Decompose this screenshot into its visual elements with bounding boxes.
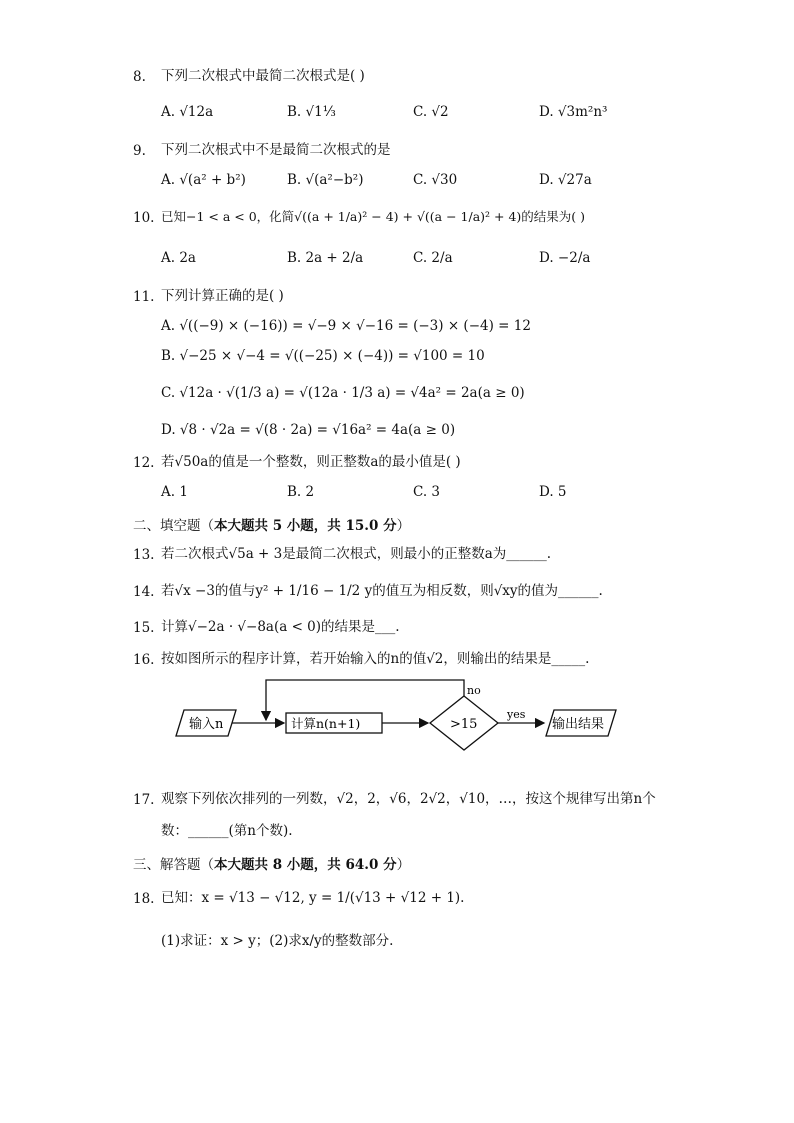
section-heading: 三、解答题（本大题共 8 小题，共 64.0 分） bbox=[133, 857, 411, 873]
option-a: A. √(a² + b²) bbox=[161, 172, 246, 188]
question-stem-cont: 数：______(第n个数). bbox=[161, 823, 293, 839]
option-a: A. 1 bbox=[161, 484, 188, 500]
calc-label: 计算n(n+1) bbox=[291, 716, 361, 731]
option-c: C. 3 bbox=[413, 484, 441, 500]
question-stem: 下列计算正确的是( ) bbox=[161, 288, 284, 304]
question-number: 8. bbox=[133, 69, 146, 85]
question-stem: 下列二次根式中不是最简二次根式的是 bbox=[161, 142, 391, 158]
option-d: D. −2/a bbox=[539, 250, 591, 266]
condition-label: >15 bbox=[450, 717, 478, 732]
yes-label: yes bbox=[507, 708, 526, 721]
question-number: 15. bbox=[133, 620, 155, 636]
question-stem: 观察下列依次排列的一列数，√2，2，√6，2√2，√10，…，按这个规律写出第n个 bbox=[161, 791, 656, 807]
question-stem: 若√x −3的值与y² + 1/16 − 1/2 y的值互为相反数，则√xy的值为______. bbox=[161, 583, 603, 599]
section-heading: 二、填空题（本大题共 5 小题，共 15.0 分） bbox=[133, 518, 411, 534]
question-number: 9. bbox=[133, 143, 146, 159]
input-label: 输入n bbox=[189, 717, 224, 732]
question-number: 13. bbox=[133, 547, 155, 563]
loop-arrow bbox=[266, 680, 464, 720]
option-b: B. √(a²−b²) bbox=[287, 172, 364, 188]
option-b: B. √1⅓ bbox=[287, 104, 336, 120]
option-c: C. √2 bbox=[413, 104, 449, 120]
question-number: 12. bbox=[133, 455, 155, 471]
option-b: B. 2 bbox=[287, 484, 315, 500]
option-c: C. 2/a bbox=[413, 250, 453, 266]
question-number: 10. bbox=[133, 210, 155, 226]
question-number: 16. bbox=[133, 652, 155, 668]
question-stem: 若√50a的值是一个整数，则正整数a的最小值是( ) bbox=[161, 454, 461, 470]
question-number: 18. bbox=[133, 891, 155, 907]
question-stem: 已知−1 < a < 0，化简√((a + 1/a)² − 4) + √((a − 1/a)² + 4)的结果为( ) bbox=[161, 209, 586, 224]
question-stem: 计算√−2a · √−8a(a < 0)的结果是___. bbox=[161, 619, 400, 635]
question-stem: 已知：x = √13 − √12, y = 1/(√13 + √12 + 1). bbox=[161, 890, 465, 906]
option-a: A. 2a bbox=[161, 250, 196, 266]
option-a: A. √((−9) × (−16)) = √−9 × √−16 = (−3) × (−4) = 12 bbox=[161, 318, 531, 334]
option-a: A. √12a bbox=[161, 104, 214, 120]
option-d: D. 5 bbox=[539, 484, 567, 500]
question-stem: 按如图所示的程序计算，若开始输入的n的值√2，则输出的结果是_____. bbox=[161, 651, 590, 667]
question-subparts: (1)求证：x > y；(2)求x/y的整数部分. bbox=[161, 933, 394, 949]
question-stem: 下列二次根式中最简二次根式是( ) bbox=[161, 68, 365, 84]
question-number: 11. bbox=[133, 289, 155, 305]
option-c: C. √30 bbox=[413, 172, 458, 188]
program-flowchart bbox=[170, 676, 630, 762]
option-b: B. √−25 × √−4 = √((−25) × (−4)) = √100 = 10 bbox=[161, 348, 485, 364]
question-number: 17. bbox=[133, 792, 155, 808]
option-d: D. √8 · √2a = √(8 · 2a) = √16a² = 4a(a ≥ 0) bbox=[161, 422, 456, 438]
option-d: D. √3m²n³ bbox=[539, 104, 608, 120]
question-number: 14. bbox=[133, 584, 155, 600]
no-label: no bbox=[467, 684, 481, 697]
output-label: 输出结果 bbox=[552, 717, 605, 732]
option-d: D. √27a bbox=[539, 172, 592, 188]
option-b: B. 2a + 2/a bbox=[287, 250, 364, 266]
question-stem: 若二次根式√5a + 3是最简二次根式，则最小的正整数a为______. bbox=[161, 546, 552, 562]
option-c: C. √12a · √(1/3 a) = √(12a · 1/3 a) = √4a² = 2a(a ≥ 0) bbox=[161, 385, 525, 401]
